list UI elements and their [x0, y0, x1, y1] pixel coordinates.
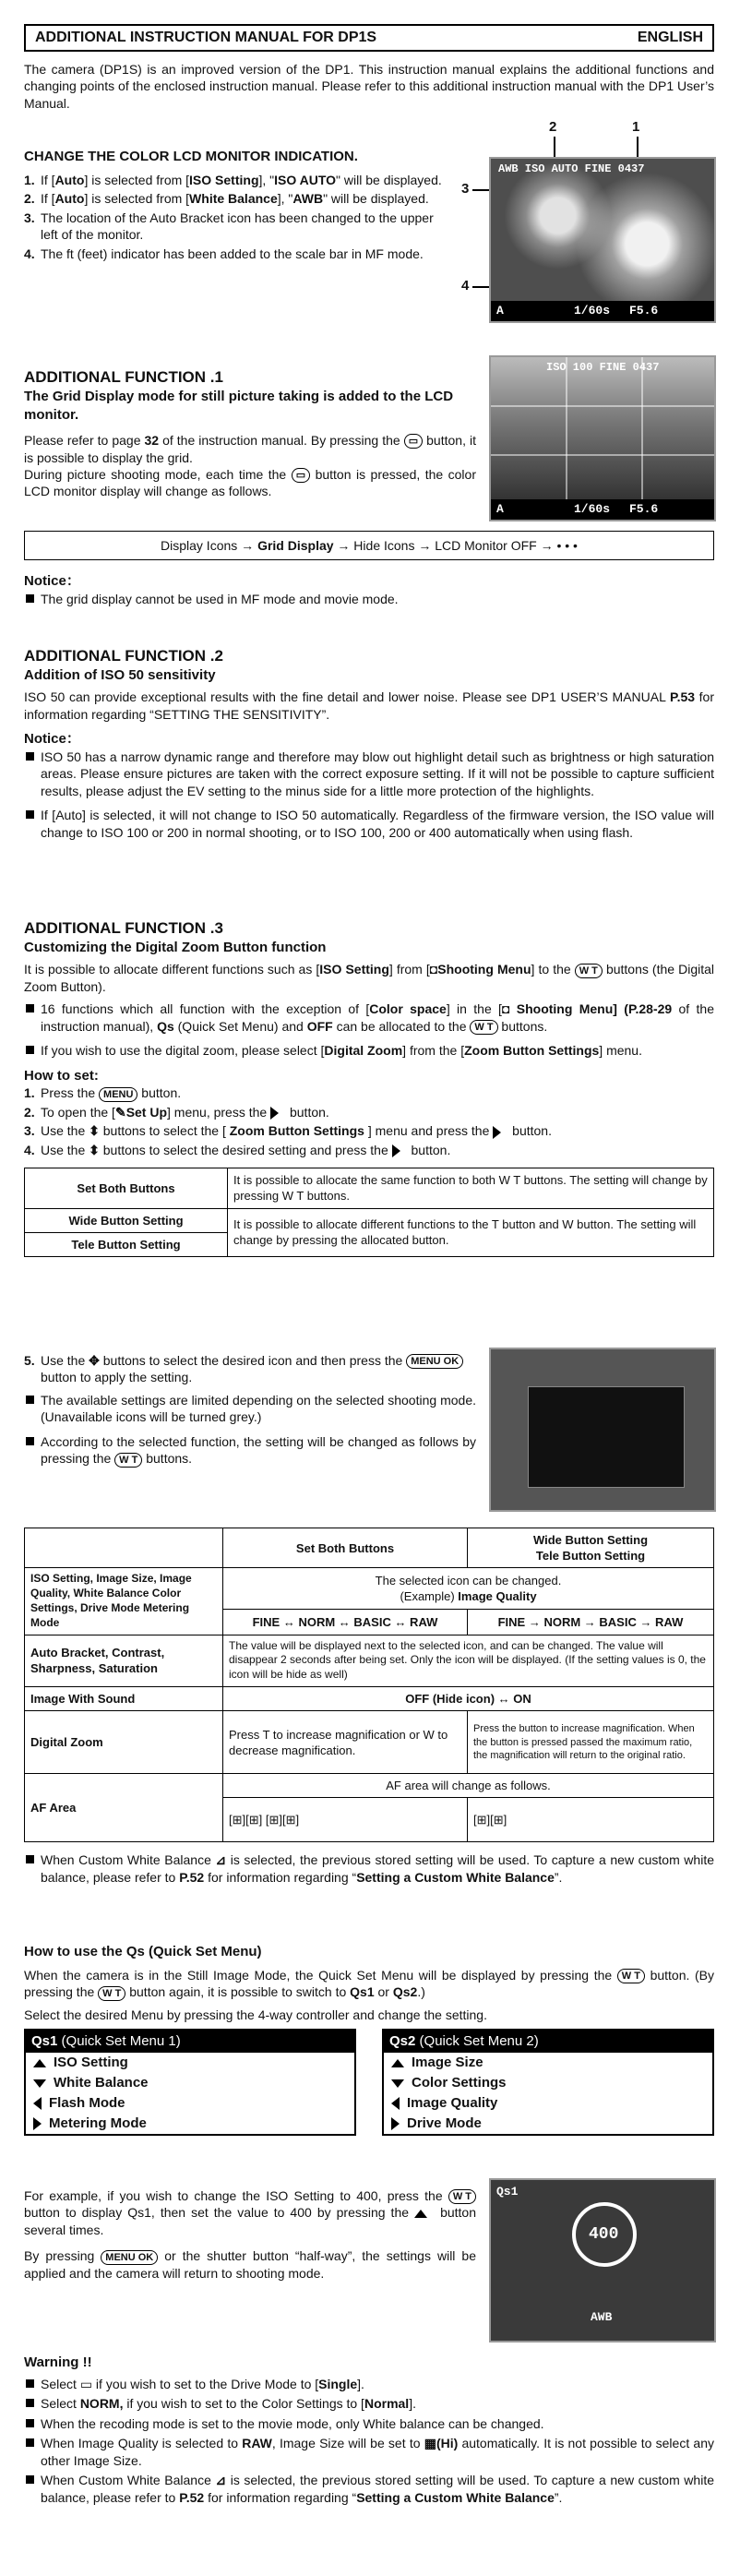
t: ] is selected from [	[84, 172, 190, 187]
lcd-section-title: CHANGE THE COLOR LCD MONITOR INDICATION.	[24, 149, 358, 164]
up-icon	[414, 2210, 427, 2218]
t: (P.28-29	[624, 1001, 673, 1017]
image-size-icon: ▦	[424, 2436, 436, 2451]
t: Select	[41, 2376, 80, 2391]
step-4	[24, 1142, 714, 1158]
t: button is pressed, the color LCD monitor display will change as follows.	[24, 466, 476, 499]
lcd-mode: A	[496, 303, 504, 318]
qs-p3	[24, 2187, 476, 2238]
t: Qs1	[31, 2033, 58, 2050]
t: Please refer to page	[24, 433, 145, 449]
qs-p2: Select the desired Menu by pressing the 4-way controller and change the setting.	[24, 2007, 487, 2022]
t: can be allocated to the	[332, 1018, 471, 1034]
language-label: ENGLISH	[637, 30, 703, 46]
t: for information regarding “	[204, 2489, 357, 2505]
t: The ft (feet) indicator has been added to the scale bar in MF mode.	[41, 246, 424, 261]
t: White Balance	[189, 191, 278, 207]
t: When Custom White Balance	[41, 2473, 216, 2488]
qs-p1	[24, 1967, 714, 2001]
t: of the instruction manual. By pressing the	[159, 433, 404, 449]
notice-item: The grid display cannot be used in MF mode and movie mode.	[24, 591, 714, 607]
lcd-aperture: F5.6	[629, 303, 659, 318]
updown-icon: ⬍	[89, 1142, 100, 1157]
qs2-item	[384, 2053, 712, 2073]
qs2-item	[384, 2114, 712, 2134]
table-cell: The value will be displayed next to the selected icon, and can be changed. The value will disappear 2 seconds after being set. Only the icon will be displayed. (If the setting values is 0, the icon will be hide as well)	[223, 1635, 714, 1686]
camera-icon: ◘	[429, 962, 438, 977]
notice-item: ISO 50 has a narrow dynamic range and therefore may blow out highlight detail such as brightness or high saturation areas. Please ensure pictures are taken with the correct exposure setting. If it will not be possible to capture sufficient results, please adjust the EV setting to the minus side for a little more protection of the highlights.	[24, 749, 714, 799]
table-cell: Press the button to increase magnification. When the button is pressed passed the maximum ratio, the magnification will return to the original ratio.	[468, 1711, 714, 1774]
t: ISO Setting	[319, 962, 389, 977]
func2-p1	[24, 689, 714, 723]
t: Image Size	[412, 2055, 483, 2070]
t: By pressing	[24, 2248, 101, 2264]
t: → Hide Icons → LCD Monitor OFF → • • •	[333, 538, 578, 553]
num: 1.	[24, 1085, 35, 1101]
t: ISO 50 can provide exceptional results with the fine detail and lower noise. Please see DP1 USER’S MANUAL	[24, 689, 671, 705]
table-cell: Digital Zoom	[25, 1711, 223, 1774]
lcd-iso-value: 400	[589, 2225, 619, 2244]
button-setting-table	[24, 1168, 714, 1257]
t: The location of the Auto Bracket icon has been changed to the upper left of the monitor.	[41, 210, 434, 243]
t: It is possible to allocate different functions such as [	[24, 962, 320, 977]
qs-example	[24, 2187, 476, 2282]
lcd-screen-1	[489, 157, 716, 323]
howto-label: How to set:	[24, 1067, 99, 1084]
t: ] from the [	[402, 1043, 465, 1059]
lcd-item-1	[24, 172, 453, 188]
lcd-item-3	[24, 210, 453, 244]
lcd-awb: AWB	[591, 2310, 613, 2324]
function-table-wrap	[24, 1528, 714, 1893]
func1-title: ADDITIONAL FUNCTION .1	[24, 368, 223, 386]
lcd-top-indicators: AWB ISO AUTO FINE 0437	[498, 162, 645, 175]
t: Use the	[41, 1123, 90, 1139]
qs2-box	[382, 2029, 714, 2136]
left-icon	[33, 2097, 42, 2110]
num: 2.	[24, 191, 35, 207]
table-cell: AF Area	[25, 1774, 223, 1842]
func3-bullet-4	[24, 1433, 476, 1468]
wt-button-icon: W T	[98, 1986, 125, 2001]
func1-p1	[24, 432, 476, 466]
table-cell: It is possible to allocate the same function to both W T buttons. The setting will change by pressing W T buttons.	[228, 1168, 714, 1208]
lcd-shutter: 1/60s	[574, 303, 611, 318]
num: 4.	[24, 246, 35, 261]
t: button to display Qs1, then set the value to 400 by pressing the	[24, 2205, 415, 2221]
func3-bullet-2	[24, 1042, 714, 1059]
t: ] from [	[388, 962, 430, 977]
t: OFF	[306, 1018, 333, 1034]
t: of the instruction manual),	[41, 1001, 714, 1034]
th	[25, 1528, 223, 1568]
t: (Quick Set Menu 2)	[415, 2033, 539, 2050]
t: Zoom Button Settings	[229, 1123, 364, 1139]
qs2-item	[384, 2073, 712, 2093]
t: Use the	[41, 1142, 90, 1157]
af-area-icons-both: [⊞][⊞] [⊞][⊞]	[223, 1798, 468, 1842]
lcd-shutter: 1/60s	[574, 501, 611, 516]
warning-section	[24, 2354, 714, 2513]
t: During picture shooting mode, each time the	[24, 466, 292, 482]
t: (Quick Set Menu 1)	[57, 2033, 181, 2050]
lcd-mode: A	[496, 501, 504, 516]
table-cell: Tele Button Setting	[25, 1232, 228, 1256]
t: (Quick Set Menu) and	[173, 1018, 307, 1034]
t: The selected icon can be changed.	[375, 1574, 562, 1588]
t: Setting a Custom White Balance	[356, 2489, 555, 2505]
qs1-box	[24, 2029, 356, 2136]
t: Qs	[157, 1018, 174, 1034]
fourway-icon: ✥	[89, 1353, 100, 1368]
t: button.	[508, 1123, 552, 1139]
t: , Image Size will be set to	[271, 2436, 424, 2451]
t: For example, if you wish to change the ISO Setting to 400, press the	[24, 2188, 448, 2203]
table-cell: Press T to increase magnification or W to decrease magnification.	[223, 1711, 468, 1774]
qs-section	[24, 1943, 714, 2136]
t: P.53	[670, 689, 696, 705]
qs1-item	[26, 2073, 354, 2093]
t: ].	[409, 2396, 416, 2412]
lcd-item-2	[24, 190, 453, 207]
t: for information regarding “SETTING THE SENSITIVITY”.	[24, 689, 715, 722]
t: is selected, the previous stored setting will be used. To capture a new custom white balance, please refer to	[41, 2473, 714, 2505]
menu-ok-icon: MENU OK	[406, 1354, 463, 1369]
t: ISO Setting	[189, 172, 259, 187]
t: button, it is possible to display the grid.	[24, 433, 476, 465]
num: 4.	[24, 1142, 35, 1157]
lcd-top-indicators: ISO 100 FINE 0437	[546, 361, 660, 374]
t: " will be displayed.	[336, 172, 442, 187]
func3-title: ADDITIONAL FUNCTION .3	[24, 919, 223, 937]
t: If [	[41, 172, 55, 187]
t: Setting a Custom White Balance	[356, 1869, 555, 1885]
t: buttons.	[142, 1451, 193, 1467]
func3-bullet-5	[24, 1851, 714, 1886]
th: Wide Button Setting Tele Button Setting	[468, 1528, 714, 1568]
t: To open the [	[41, 1104, 115, 1120]
t: .)	[417, 1984, 425, 2000]
grid-lines	[491, 357, 716, 503]
t: ] menu.	[599, 1043, 642, 1059]
t: buttons to select the [	[99, 1123, 230, 1139]
t: button several times.	[24, 2205, 476, 2237]
t: button.	[407, 1142, 451, 1157]
t: Auto	[54, 191, 85, 207]
wt-button-icon: W T	[114, 1453, 142, 1468]
t: or the shutter button “half-way”, the settings will be applied and the camera will return to shooting mode.	[24, 2248, 476, 2281]
qs-menus	[24, 2029, 714, 2136]
t: button.	[286, 1104, 329, 1120]
t: Use the	[41, 1353, 90, 1368]
func3-bullet-3: The available settings are limited depending on the selected shooting mode. (Unavailable icons will be turned grey.)	[24, 1392, 476, 1426]
t: Digital Zoom	[324, 1043, 403, 1059]
lcd-list	[24, 172, 453, 262]
qs-title: How to use the Qs (Quick Set Menu)	[24, 1944, 262, 1959]
num: 5.	[24, 1353, 35, 1368]
t: Select	[41, 2396, 80, 2412]
func2-subtitle: Addition of ISO 50 sensitivity	[24, 667, 216, 684]
intro-text: The camera (DP1S) is an improved version of the DP1. This instruction manual explains the additional functions and changing points of the enclosed instruction manual. Please refer to this additional instruction manual with the DP1 User’s Manual.	[24, 62, 714, 111]
t: When Image Quality is selected to	[41, 2436, 243, 2451]
af-area-icons-wide: [⊞][⊞]	[468, 1798, 714, 1842]
t: ] menu and press the	[364, 1123, 494, 1139]
qs1-header	[26, 2031, 354, 2053]
t: buttons to select the desired icon and then press the	[99, 1353, 407, 1368]
t: ISO Setting	[54, 2055, 128, 2070]
lcd-item-4	[24, 246, 453, 262]
t: According to the selected function, the setting will be changed as follows by pressing the	[41, 1433, 476, 1467]
t: Metering Mode	[49, 2115, 147, 2131]
menu-ok-icon: MENU OK	[101, 2250, 158, 2265]
t: Grid Display	[257, 538, 334, 553]
table-cell: Set Both Buttons	[25, 1168, 228, 1208]
header-bar	[24, 24, 714, 52]
howto-steps	[24, 1084, 714, 1158]
t: If [	[41, 191, 55, 207]
t: Qs2	[392, 1984, 418, 2000]
warning-title: Warning !!	[24, 2354, 92, 2370]
t: button to apply the setting.	[41, 1370, 193, 1385]
flower-photo	[491, 159, 714, 301]
t: ] menu, press the	[167, 1104, 271, 1120]
num: 3.	[24, 1123, 35, 1139]
t: Shooting Menu]	[509, 1001, 617, 1017]
icon-grid-overlay	[528, 1386, 685, 1488]
notice-item: If [Auto] is selected, it will not change to ISO 50 automatically. Regardless of the firmware version, the ISO value will change to ISO 100 or 200 in normal shooting, or to ISO 100, 200 or 400 automatically when using flash.	[24, 807, 714, 841]
t: Color space	[369, 1001, 447, 1017]
t: automatically. It is not possible to select any other Image Size.	[41, 2436, 714, 2468]
func1-p2	[24, 466, 476, 500]
t: ].	[357, 2376, 364, 2391]
warning-5	[24, 2472, 714, 2506]
lcd-section	[24, 148, 453, 264]
t: White Balance	[54, 2075, 149, 2091]
func2-section	[24, 646, 714, 848]
qs1-item	[26, 2093, 354, 2114]
func1-subtitle: The Grid Display mode for still picture taking is added to the LCD monitor.	[24, 389, 454, 424]
t: buttons (the Digital Zoom Button).	[24, 962, 715, 994]
func3-bullet-1	[24, 1000, 714, 1035]
warning-1	[24, 2376, 714, 2392]
func3-section	[24, 918, 714, 1257]
t: buttons.	[497, 1018, 548, 1034]
table-cell: It is possible to allocate different functions to the T button and W button. The setting will change by pressing the allocated button.	[228, 1208, 714, 1256]
camera-icon: ◘	[501, 1001, 510, 1017]
step-5	[24, 1352, 476, 1386]
qs1-item	[26, 2053, 354, 2073]
step-3	[24, 1122, 714, 1139]
wrench-icon: ✎	[114, 1104, 126, 1120]
table-cell: FINE ↔ NORM ↔ BASIC ↔ RAW	[223, 1610, 468, 1635]
wt-button-icon: W T	[575, 964, 603, 978]
t: Auto	[54, 172, 85, 187]
t: Zoom Button Settings	[464, 1043, 600, 1059]
t: Display Icons →	[161, 538, 258, 553]
t: Set Up	[125, 1104, 168, 1120]
table-cell: Auto Bracket, Contrast, Sharpness, Saturation	[25, 1635, 223, 1686]
t: Drive Mode	[407, 2115, 482, 2131]
warning-4	[24, 2435, 714, 2469]
t: ], "	[277, 191, 293, 207]
t: NORM,	[79, 2396, 124, 2412]
lcd-screen-grid	[489, 355, 716, 521]
right-arrow-icon	[392, 1144, 400, 1157]
right-arrow-icon	[493, 1126, 501, 1139]
doc-title: ADDITIONAL INSTRUCTION MANUAL FOR DP1S	[35, 30, 377, 46]
t: 32	[144, 433, 160, 449]
t: Color Settings	[412, 2075, 507, 2091]
qs1-item	[26, 2114, 354, 2134]
table-cell	[223, 1568, 714, 1610]
function-behaviour-table	[24, 1528, 714, 1842]
table-cell: Image With Sound	[25, 1687, 223, 1711]
t: Flash Mode	[49, 2095, 125, 2111]
warning-3: When the recoding mode is set to the movie mode, only White balance can be changed.	[24, 2415, 714, 2432]
wt-button-icon: W T	[448, 2189, 476, 2204]
t: ”.	[554, 2489, 563, 2505]
t: Image Quality	[407, 2095, 498, 2111]
wt-button-icon: W T	[617, 1969, 645, 1983]
up-icon	[391, 2059, 404, 2067]
t: When Custom White Balance	[41, 1852, 216, 1868]
t: AWB	[292, 191, 324, 207]
t: ], "	[258, 172, 275, 187]
t: Normal	[364, 2396, 410, 2412]
intro-block	[24, 61, 714, 112]
updown-icon: ⬍	[89, 1123, 100, 1139]
down-icon	[33, 2079, 46, 2088]
t: is selected, the previous stored setting will be used. To capture a new custom white balance, please refer to	[41, 1852, 714, 1885]
t: ] to the	[531, 962, 575, 977]
notice-label: Notice：	[24, 731, 80, 748]
right-icon	[391, 2117, 400, 2130]
table-cell: ISO Setting, Image Size, Image Quality, White Balance Color Settings, Drive Mode Metering Mode	[25, 1568, 223, 1635]
t: or	[374, 1984, 393, 2000]
t: If you wish to use the digital zoom, please select [	[41, 1043, 325, 1059]
notice-label: Notice：	[24, 573, 80, 589]
th: Set Both Buttons	[223, 1528, 468, 1568]
qs-p4	[24, 2247, 476, 2282]
t: button again, it is possible to switch to	[125, 1984, 351, 2000]
t: ”.	[554, 1869, 563, 1885]
t: (Example)	[400, 1589, 459, 1604]
qs2-item	[384, 2093, 712, 2114]
func3-subtitle: Customizing the Digital Zoom Button function	[24, 940, 327, 956]
up-icon	[33, 2059, 46, 2067]
custom-wb-icon: ⊿	[215, 2473, 227, 2488]
t: if you wish to set to the Color Settings to [	[123, 2396, 364, 2412]
t: P.52	[179, 1869, 205, 1885]
t: (Hi)	[436, 2436, 459, 2451]
t: 16 functions which all function with the exception of [	[41, 1001, 370, 1017]
lcd-qs-screen	[489, 2178, 716, 2342]
t: for information regarding “	[204, 1869, 357, 1885]
t: Shooting Menu	[437, 962, 531, 977]
t: Press the	[41, 1085, 100, 1101]
t: P.52	[179, 2489, 205, 2505]
t: buttons to select the desired setting and press the	[99, 1142, 392, 1157]
menu-button-icon: MENU	[99, 1087, 137, 1102]
display-button-icon: ▭	[292, 468, 310, 483]
display-button-icon: ▭	[404, 434, 423, 449]
single-drive-icon: ▭	[79, 2376, 93, 2391]
step-2	[24, 1104, 714, 1120]
t: Single	[318, 2376, 358, 2391]
right-arrow-icon	[270, 1107, 279, 1120]
table-cell: FINE → NORM → BASIC → RAW	[468, 1610, 714, 1635]
table-cell: AF area will change as follows.	[223, 1774, 714, 1798]
func1-section	[24, 367, 476, 500]
table-cell: Wide Button Setting	[25, 1208, 228, 1232]
t: Qs2	[389, 2033, 416, 2050]
t: if you wish to set to the Drive Mode to [	[92, 2376, 319, 2391]
func3-p1	[24, 961, 714, 995]
t: Image Quality	[458, 1589, 537, 1604]
step-1	[24, 1084, 714, 1101]
num: 2.	[24, 1104, 35, 1120]
t: button. (By pressing the	[24, 1967, 714, 2000]
table-cell: OFF (Hide icon) ↔ ON	[223, 1687, 714, 1711]
callout-3: 3	[461, 181, 470, 197]
right-icon	[33, 2117, 42, 2130]
t: When the camera is in the Still Image Mode, the Quick Set Menu will be displayed by pressing the	[24, 1967, 617, 1983]
callout-2: 2	[549, 119, 557, 135]
custom-wb-icon: ⊿	[215, 1852, 227, 1868]
lcd-icon-menu	[489, 1348, 716, 1512]
down-icon	[391, 2079, 404, 2088]
callout-4: 4	[461, 278, 470, 294]
wt-button-icon: W T	[470, 1020, 497, 1035]
t: ISO AUTO	[274, 172, 337, 187]
lcd-aperture: F5.6	[629, 501, 659, 516]
qs2-header	[384, 2031, 712, 2053]
num: 3.	[24, 210, 35, 225]
warning-2	[24, 2395, 714, 2412]
t: Qs1	[350, 1984, 375, 2000]
lcd-qs-label: Qs1	[496, 2185, 519, 2199]
t: ] is selected from [	[84, 191, 190, 207]
t: button.	[137, 1085, 182, 1101]
func1-notice	[24, 572, 714, 615]
func2-title: ADDITIONAL FUNCTION .2	[24, 647, 223, 665]
display-flow-box	[24, 531, 714, 560]
func3-step5	[24, 1352, 476, 1475]
num: 1.	[24, 172, 35, 187]
t: " will be displayed.	[323, 191, 429, 207]
left-icon	[391, 2097, 400, 2110]
t: ] in the [	[446, 1001, 502, 1017]
t: RAW	[242, 2436, 272, 2451]
callout-1: 1	[632, 119, 640, 135]
